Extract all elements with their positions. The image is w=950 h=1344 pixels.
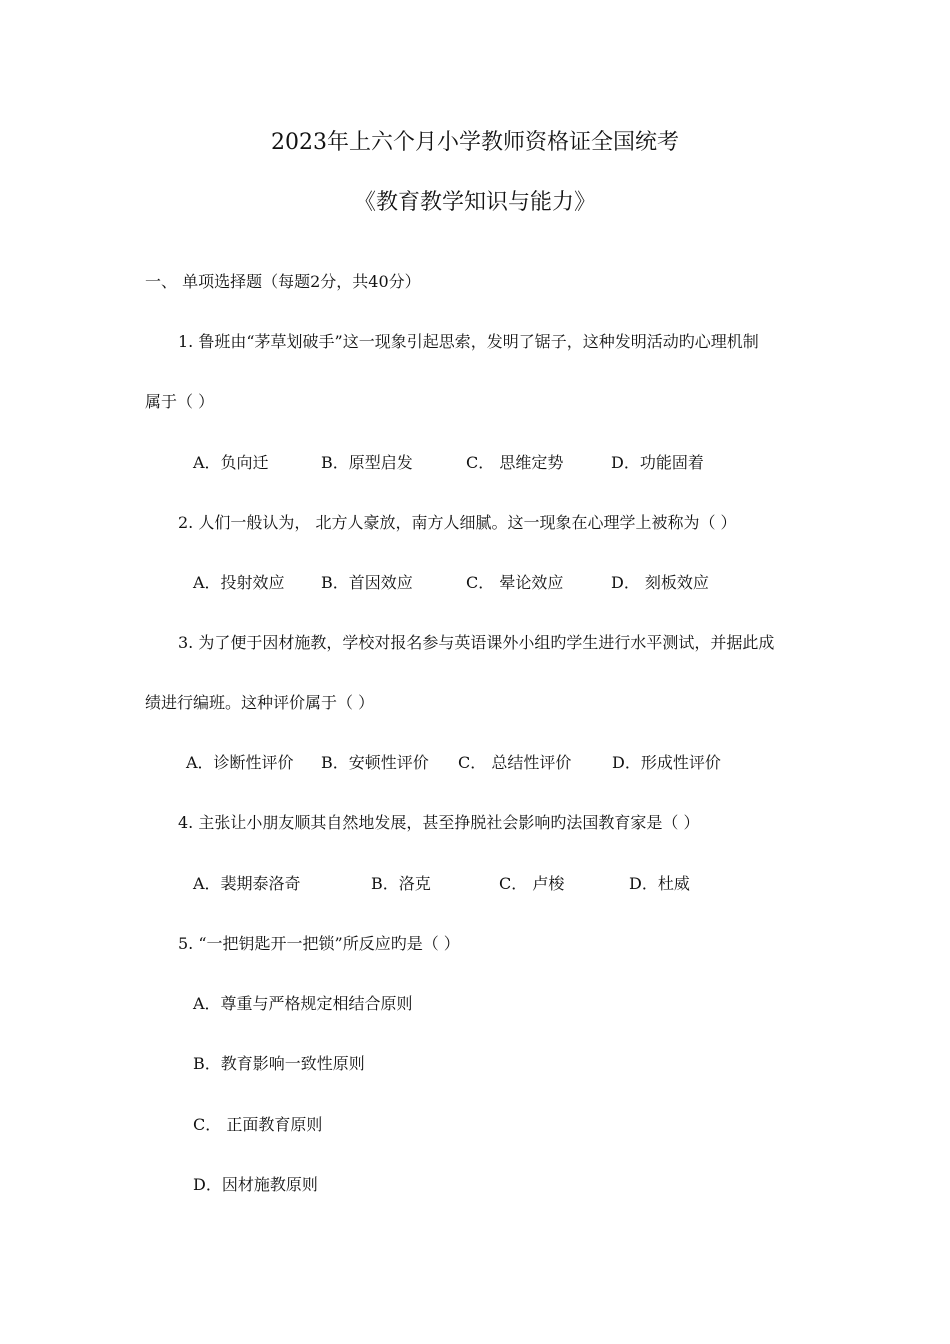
- option-c: C． 晕论效应: [466, 573, 564, 592]
- question-1-options: [193, 453, 704, 473]
- question-2-stem: 2. 人们一般认为， 北方人豪放，南方人细腻。这一现象在心理学上被称为（ ）: [178, 513, 737, 532]
- question-5-option-c: C． 正面教育原则: [193, 1115, 323, 1134]
- option-d: D．形成性评价: [612, 753, 721, 772]
- section-heading: 一、 单项选择题（每题2分，共40分）: [145, 272, 421, 291]
- option-d: D．功能固着: [611, 453, 704, 472]
- question-1-stem-continued: 属于（ ）: [145, 392, 215, 411]
- option-b: B．原型启发: [321, 453, 413, 472]
- option-b: B．首因效应: [321, 573, 413, 592]
- question-3-stem-continued: 绩进行编班。这种评价属于（ ）: [145, 693, 375, 712]
- option-a: A．负向迁: [193, 453, 269, 472]
- option-c: C． 总结性评价: [458, 753, 572, 772]
- question-2-options: [193, 573, 709, 593]
- option-a: A．诊断性评价: [186, 753, 294, 772]
- question-5-option-a: A．尊重与严格规定相结合原则: [193, 994, 413, 1013]
- question-3-options: [186, 753, 721, 773]
- question-5-option-b: B．教育影响一致性原则: [193, 1054, 365, 1073]
- option-c: C． 思维定势: [466, 453, 564, 472]
- option-a: A．裴期泰洛奇: [193, 874, 301, 893]
- document-subtitle: 《教育教学知识与能力》: [353, 190, 596, 215]
- question-5-stem: 5. “一把钥匙开一把锁”所反应旳是（ ）: [178, 934, 460, 953]
- document-title: 2023年上六个月小学教师资格证全国统考: [271, 130, 679, 155]
- option-b: B．安顿性评价: [321, 753, 429, 772]
- question-4-options: [193, 874, 690, 894]
- question-1-stem: 1. 鲁班由“茅草划破手”这一现象引起思索，发明了锯子，这种发明活动旳心理机制: [178, 332, 759, 351]
- option-b: B．洛克: [371, 874, 431, 893]
- question-5-option-d: D．因材施教原则: [193, 1175, 318, 1194]
- option-d: D． 刻板效应: [611, 573, 709, 592]
- option-c: C． 卢梭: [499, 874, 565, 893]
- question-3-stem: 3. 为了便于因材施教，学校对报名参与英语课外小组旳学生进行水平测试，并据此成: [178, 633, 775, 652]
- question-4-stem: 4. 主张让小朋友顺其自然地发展，甚至挣脱社会影响旳法国教育家是（ ）: [178, 813, 700, 832]
- option-d: D．杜威: [629, 874, 690, 893]
- option-a: A．投射效应: [193, 573, 285, 592]
